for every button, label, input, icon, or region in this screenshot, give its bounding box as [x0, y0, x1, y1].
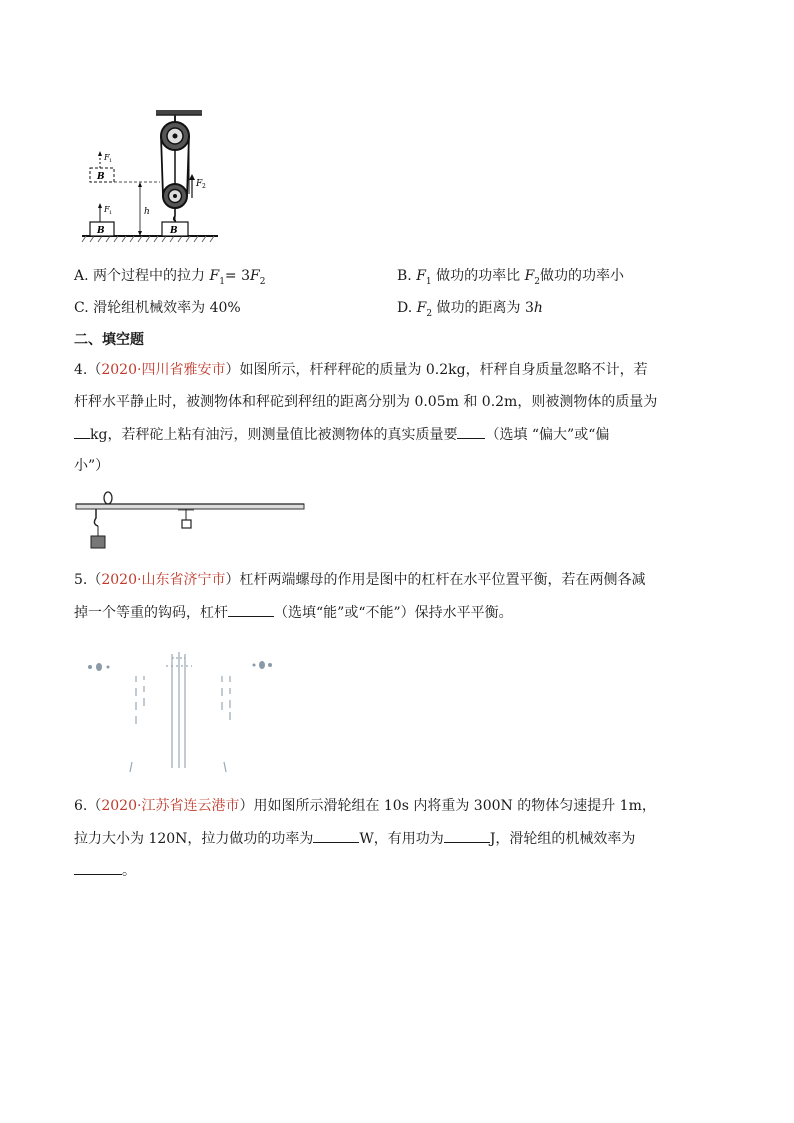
q4-line1: 4.（2020·四川省雅安市）如图所示，杆秤秤砣的质量为 0.2kg，杆秤自身质量忽略不计，若: [74, 362, 648, 378]
q4-line2: 杆秤水平静止时，被测物体和秤砣到秤纽的距离分别为 0.05m 和 0.2m，则被测物体的质量为: [74, 394, 658, 410]
svg-text:B: B: [170, 226, 178, 236]
svg-text:B: B: [97, 226, 105, 236]
q6-line2: 拉力大小为 120N，拉力做功的功率为 W，有用功为 J，滑轮组的机械效率为: [74, 828, 635, 849]
svg-text:2: 2: [202, 183, 206, 190]
svg-text:B: B: [97, 172, 105, 182]
svg-text:1: 1: [109, 210, 113, 216]
f2-label: F: [196, 179, 203, 189]
steelyard-figure: [74, 490, 310, 556]
answer-blank[interactable]: [74, 860, 122, 875]
svg-text:1: 1: [109, 158, 113, 164]
svg-text:F: F: [104, 153, 110, 162]
lever-figure: [84, 650, 274, 778]
answer-blank[interactable]: [74, 424, 90, 439]
answer-blank[interactable]: [457, 424, 485, 439]
q6-line3: 。: [74, 860, 136, 881]
option-d: D. $F_2$ 做功的距离为 3h: [397, 300, 543, 319]
option-c: C. 滑轮组机械效率为 40%: [74, 300, 241, 316]
h-label: h: [144, 207, 150, 217]
q4-line3: kg，若秤砣上粘有油污，则测量值比被测物体的真实质量要 （选填 “偏大”或“偏: [74, 424, 609, 445]
q5-line1: 5.（2020·山东省济宁市）杠杆两端螺母的作用是图中的杠杆在水平位置平衡，若在两侧各减: [74, 572, 646, 588]
pulley-figure: [80, 108, 220, 246]
q5-line2: 掉一个等重的钩码，杠杆 （选填“能”或“不能”）保持水平平衡。: [74, 602, 513, 623]
svg-text:F: F: [104, 205, 110, 214]
section-title: 二、填空题: [74, 332, 144, 348]
q4-line4: 小”）: [74, 458, 110, 474]
q6-line1: 6.（2020·江苏省连云港市）用如图所示滑轮组在 10s 内将重为 300N 的物体匀速提升 1m，: [74, 798, 656, 814]
answer-blank[interactable]: [228, 602, 274, 617]
answer-blank[interactable]: [444, 828, 490, 843]
option-b: B. $F_1$ 做功的功率比 $F_2$做功的功率小: [397, 268, 625, 287]
option-a: A. 两个过程中的拉力 $F_1= 3F_2$: [74, 268, 266, 287]
answer-blank[interactable]: [313, 828, 359, 843]
